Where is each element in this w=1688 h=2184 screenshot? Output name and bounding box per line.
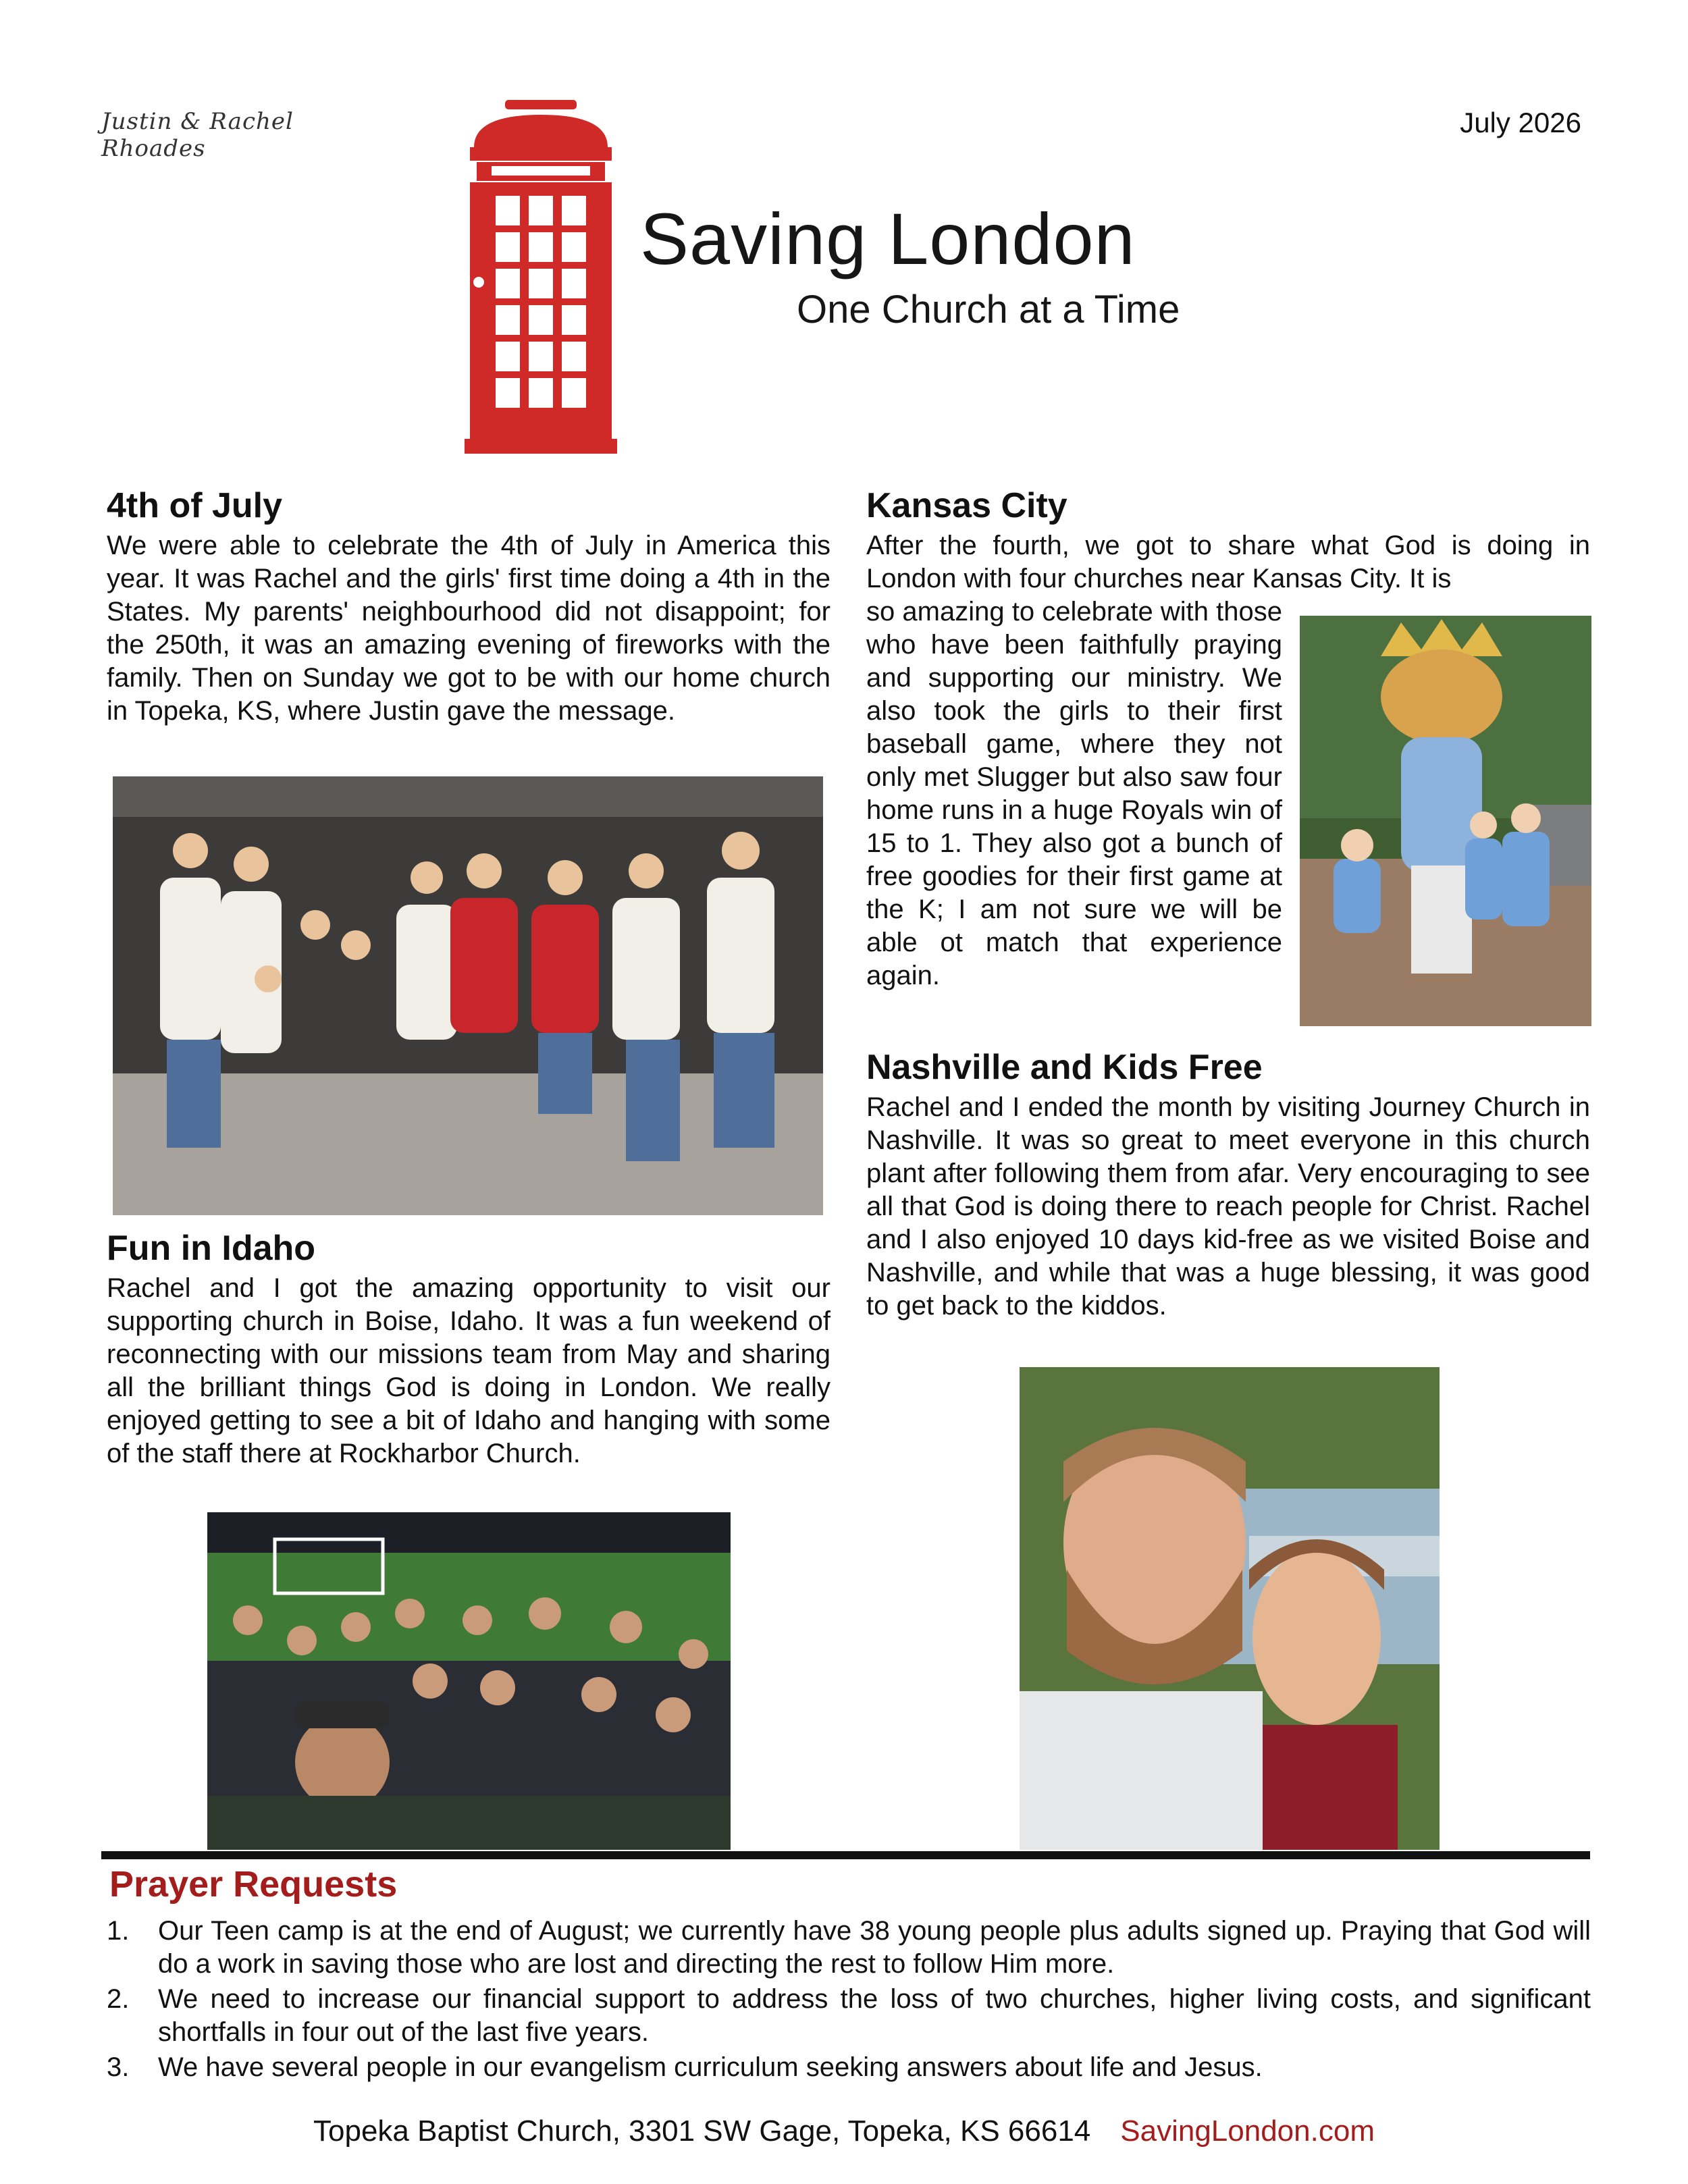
footer	[0, 2114, 1688, 2148]
group-photo-idaho	[207, 1512, 731, 1850]
family-photo	[113, 776, 823, 1215]
prayer-requests-title: Prayer Requests	[109, 1864, 398, 1905]
section-nashville	[866, 1048, 1590, 1323]
phone-box-logo	[465, 100, 617, 454]
section-body-intro: After the fourth, we got to share what God is doing in London with four churches near Kansas City. It is	[866, 530, 1590, 593]
prayer-request-number: 2.	[107, 1984, 130, 2014]
section-divider	[101, 1851, 1590, 1859]
prayer-request-item	[107, 1983, 1591, 2049]
section-heading: 4th of July	[107, 486, 283, 525]
couple-selfie-photo	[1020, 1367, 1440, 1850]
section-heading: Kansas City	[866, 486, 1067, 525]
newsletter-subtitle: One Church at a Time	[797, 288, 1180, 331]
prayer-request-number: 1.	[107, 1916, 130, 1946]
section-body: Rachel and I ended the month by visiting Journey Church in Nashville. It was so great to meet everyone in this church plant after following them from afar. Very encouraging to see all that God is doing there to reach people for Christ. Rachel and I also enjoyed 10 days kid-free as we visited Boise and Nashville, and while that was a huge blessing, it was good to get back to the kiddos.	[866, 1092, 1590, 1321]
section-heading: Fun in Idaho	[107, 1229, 316, 1268]
prayer-request-number: 3.	[107, 2052, 130, 2082]
prayer-request-text: We have several people in our evangelism curriculum seeking answers about life and Jesus.	[158, 2052, 1263, 2082]
section-fun-in-idaho	[107, 1229, 830, 1470]
section-body: Rachel and I got the amazing opportunity to visit our supporting church in Boise, Idaho. It was a fun weekend of reconnecting with our missions team from May and sharing all the brilliant things God is doing in London. We really enjoyed getting to see a bit of Idaho and hanging with some of the staff there at Rockharbor Church.	[107, 1273, 830, 1468]
section-4th-of-july	[107, 486, 830, 728]
prayer-request-text: Our Teen camp is at the end of August; we currently have 38 young people plus adults signed up. Praying that God will do a work in saving those who are lost and directing the rest to follow Him more.	[158, 1916, 1591, 1979]
prayer-request-item	[107, 1915, 1591, 1981]
signature: Justin & Rachel Rhoades	[101, 108, 294, 162]
prayer-request-text: We need to increase our financial support to address the loss of two churches, higher living costs, and significant shortfalls in four out of the last five years.	[158, 1984, 1591, 2047]
prayer-requests-list	[107, 1915, 1591, 2086]
slugger-photo	[1300, 616, 1591, 1026]
section-body: We were able to celebrate the 4th of July in America this year. It was Rachel and the girls' first time doing a 4th in the States. My parents' neighbourhood did not disappoint; for the 250th, it was an amazing evening of fireworks with the family. Then on Sunday we got to be with our home church in Topeka, KS, where Justin gave the message.	[107, 530, 830, 726]
newsletter-date: July 2026	[1460, 107, 1581, 138]
footer-address: Topeka Baptist Church, 3301 SW Gage, Topeka, KS 66614	[313, 2114, 1091, 2148]
prayer-request-item	[107, 2051, 1591, 2084]
website-link[interactable]: SavingLondon.com	[1120, 2114, 1375, 2148]
section-heading: Nashville and Kids Free	[866, 1048, 1263, 1087]
section-body-wrap: so amazing to celebrate with those who have been faithfully praying and supporting our ministry. We also took the girls to their first baseball game, where they not only met Slugger but also saw four home runs in a huge Royals win of 15 to 1. They also got a bunch of free goodies for their first game at the K; I am not sure we will be able ot match that experience again.	[866, 596, 1282, 990]
newsletter-title: Saving London	[640, 198, 1136, 279]
